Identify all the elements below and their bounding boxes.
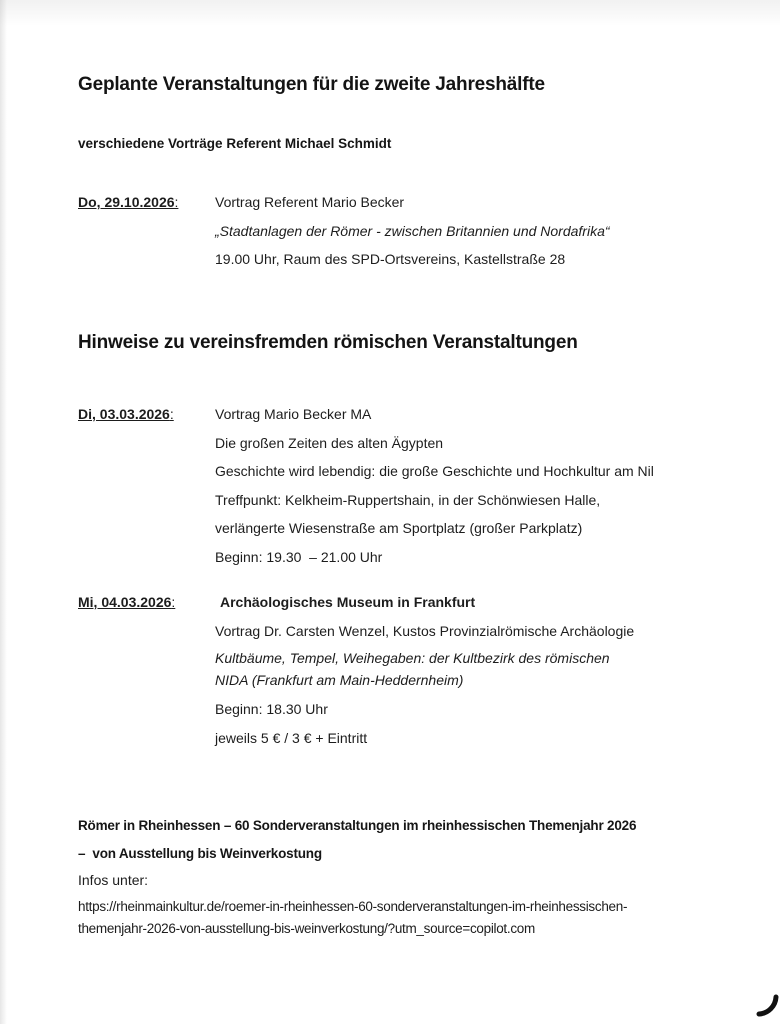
footer-title-line1: Römer in Rheinhessen – 60 Sonderveranstaltungen im rheinhessischen Themenjahr 2026 xyxy=(78,818,637,833)
event-line-description: Geschichte wird lebendig: die große Geschichte und Hochkultur am Nil xyxy=(215,463,654,479)
event-date: Di, 03.03.2026: xyxy=(78,406,174,422)
event-entry xyxy=(78,188,720,274)
event-date: Do, 29.10.2026: xyxy=(78,194,179,210)
info-url xyxy=(78,896,720,940)
event-details xyxy=(215,588,720,752)
corner-arc-mark xyxy=(752,992,780,1020)
event-line: Vortrag Referent Mario Becker xyxy=(215,194,405,210)
event-entry xyxy=(78,588,720,752)
event-line-location: verlängerte Wiesenstraße am Sportplatz (großer Parkplatz) xyxy=(215,520,583,536)
event-line-talk-title: Kultbäume, Tempel, Weihegaben: der Kultbezirk des römischen xyxy=(215,650,610,666)
section-title-planned-events: Geplante Veranstaltungen für die zweite Jahreshälfte xyxy=(78,74,545,95)
event-line-talk-title: Die großen Zeiten des alten Ägypten xyxy=(215,434,444,451)
event-line-time-place: 19.00 Uhr, Raum des SPD-Ortsvereins, Kastellstraße 28 xyxy=(215,251,566,267)
event-details xyxy=(215,400,720,571)
footer-note xyxy=(78,812,720,940)
event-details xyxy=(215,188,720,274)
event-entry xyxy=(78,400,720,571)
section-title-external-events: Hinweise zu vereinsfremden römischen Veranstaltungen xyxy=(78,332,578,353)
info-url-line1: https://rheinmainkultur.de/roemer-in-rheinhessen-60-sonderveranstaltungen-im-rheinhessischen- xyxy=(78,899,628,914)
info-url-line2: themenjahr-2026-von-ausstellung-bis-weinverkostung/?utm_source=copilot.com xyxy=(78,921,535,936)
event-line-meeting-point: Treffpunkt: Kelkheim-Ruppertshain, in der Schönwiesen Halle, xyxy=(215,491,601,508)
event-line-talk-title-cont: NIDA (Frankfurt am Main-Heddernheim) xyxy=(215,671,464,688)
section-subtitle-speaker: verschiedene Vorträge Referent Michael Schmidt xyxy=(78,136,392,151)
footer-title xyxy=(78,812,720,868)
event-line-time: Beginn: 18.30 Uhr xyxy=(215,701,328,717)
event-line-talk-title: „Stadtanlagen der Römer - zwischen Britannien und Nordafrika“ xyxy=(215,222,610,239)
event-line-price: jeweils 5 € / 3 € + Eintritt xyxy=(215,729,368,746)
event-line-time: Beginn: 19.30 – 21.00 Uhr xyxy=(215,548,383,565)
infos-label: Infos unter: xyxy=(78,872,149,888)
event-line-venue: Archäologisches Museum in Frankfurt xyxy=(220,594,476,610)
event-talk-title-paragraph xyxy=(215,648,720,691)
event-line-speaker: Vortrag Dr. Carsten Wenzel, Kustos Provinzialrömische Archäologie xyxy=(215,622,635,639)
event-date: Mi, 04.03.2026: xyxy=(78,594,176,610)
footer-title-line2: – von Ausstellung bis Weinverkostung xyxy=(78,846,322,861)
event-line: Vortrag Mario Becker MA xyxy=(215,406,372,422)
